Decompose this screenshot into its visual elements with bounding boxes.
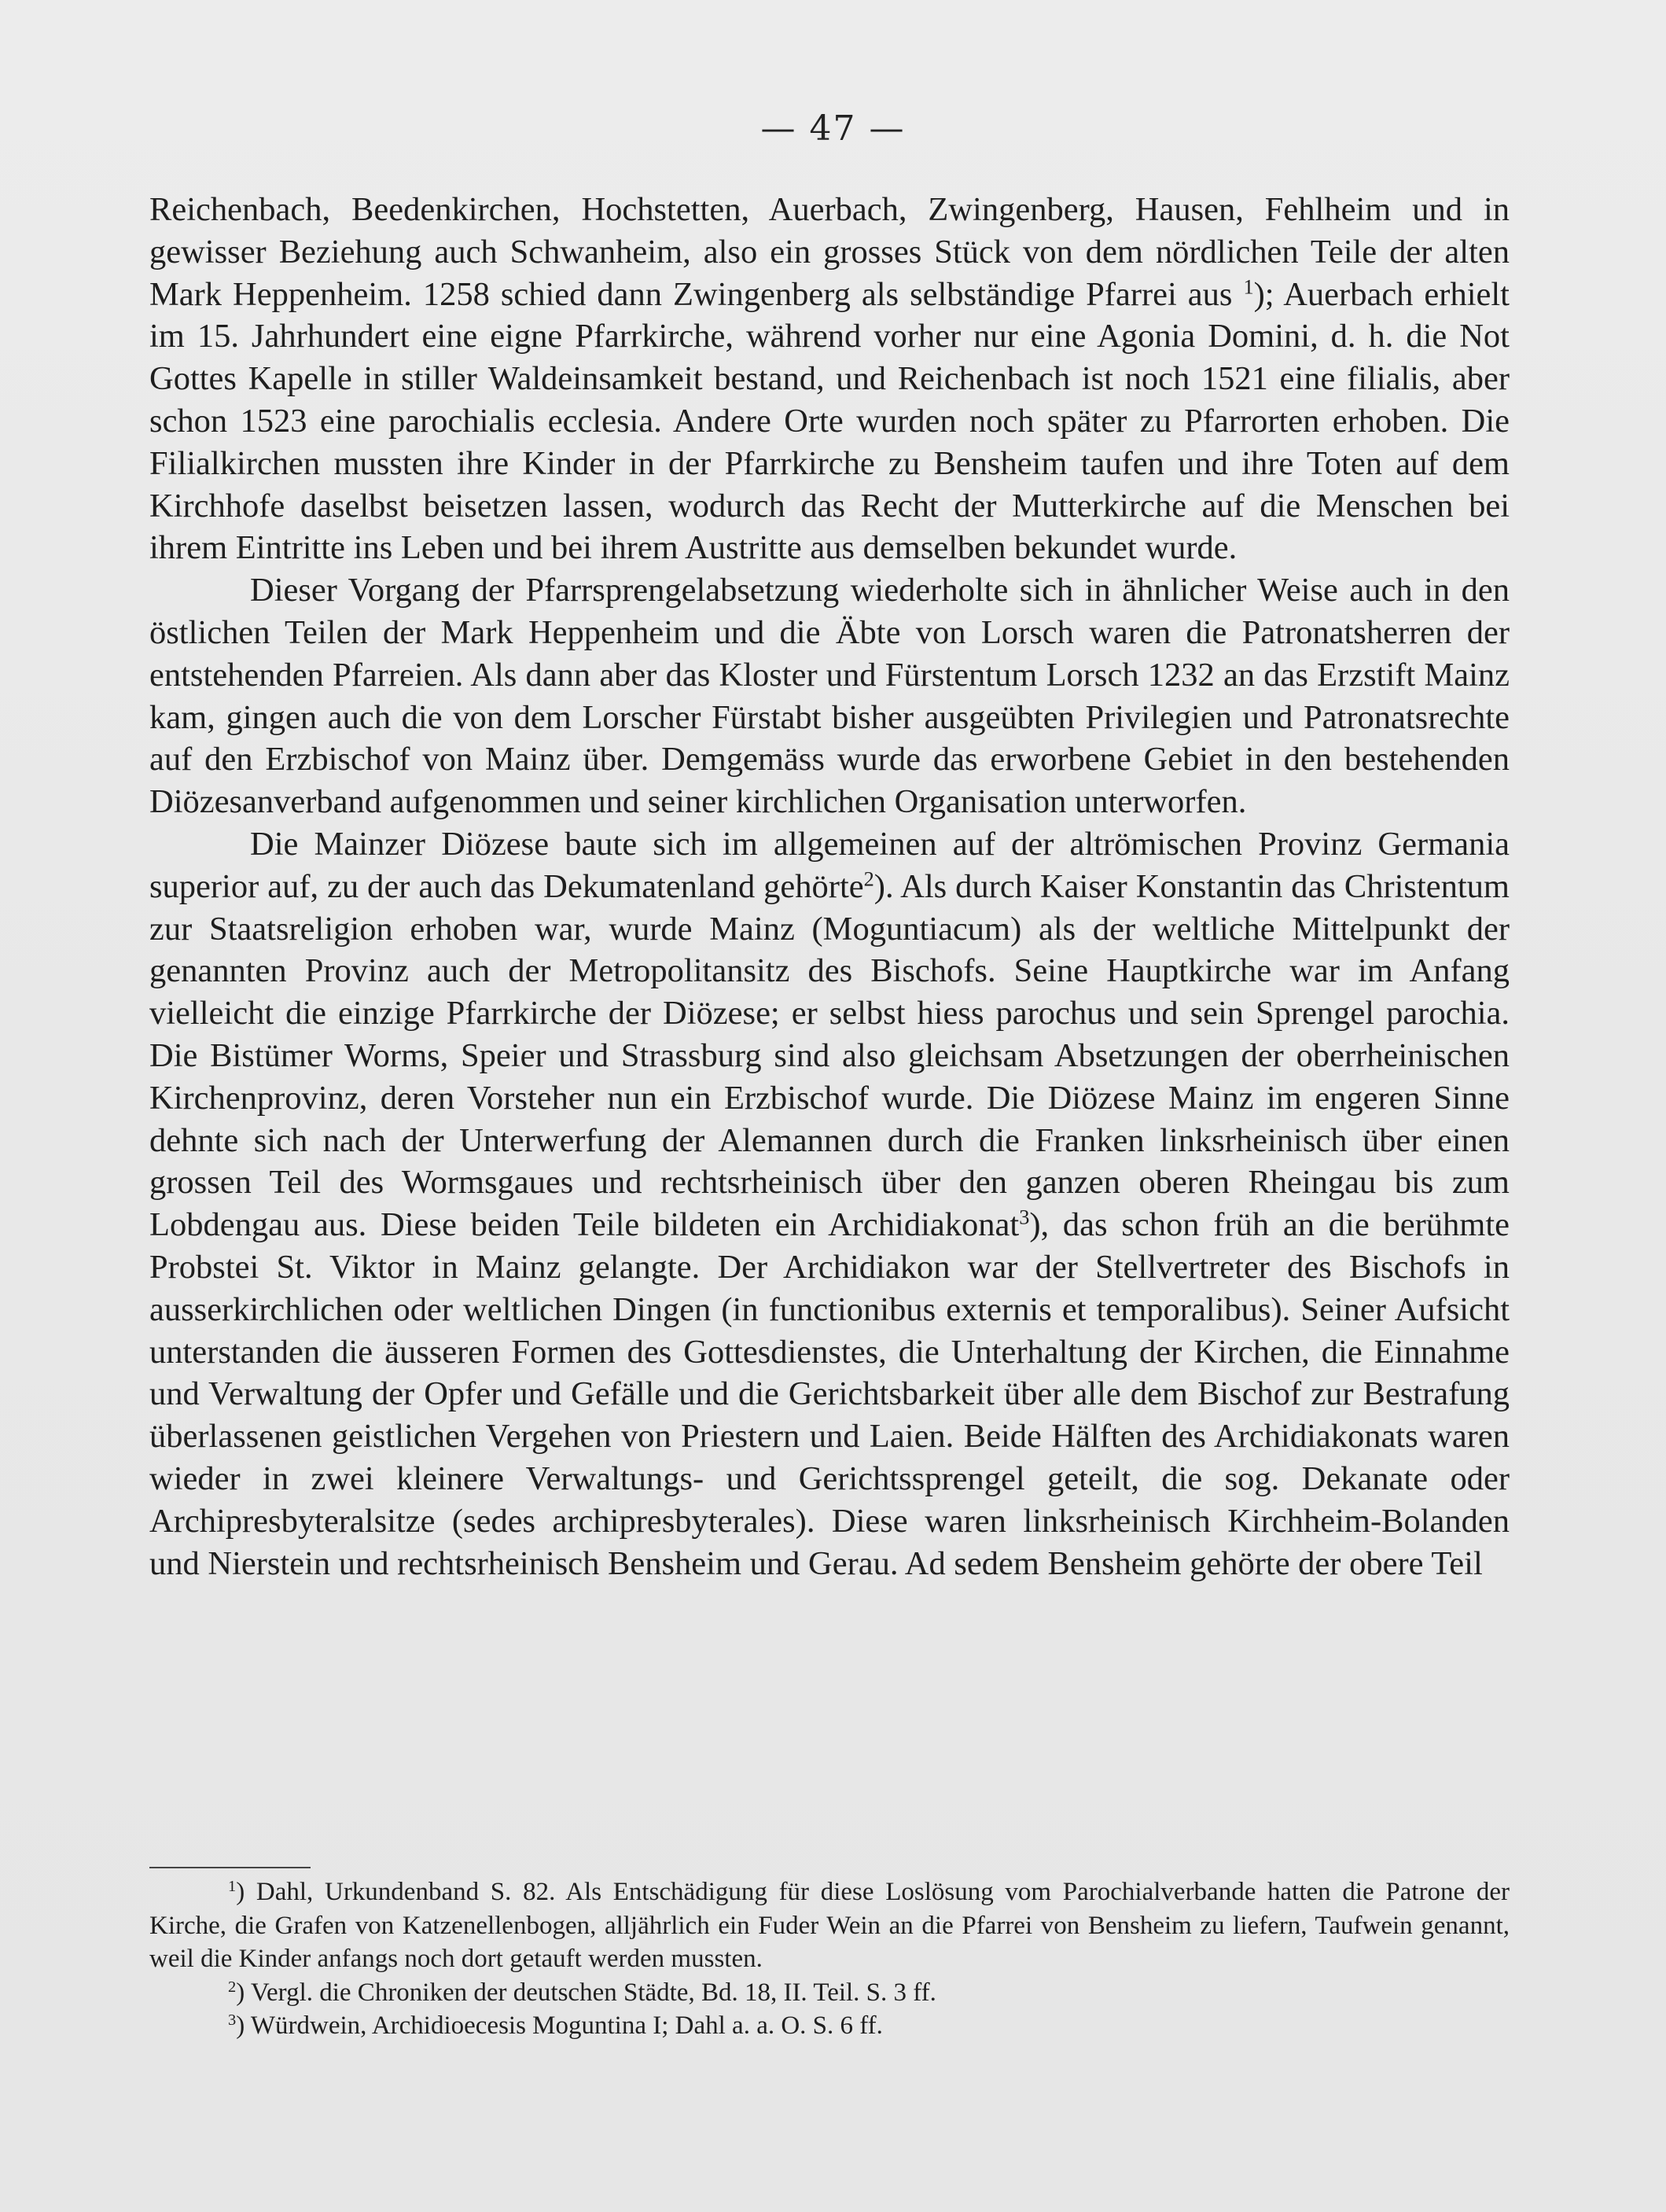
- paragraph-text: Die Mainzer Diözese baute sich im allgemeinen auf der altrömischen Provinz Germania superior auf, zu der auch das Dekumatenland gehörte: [149, 825, 1510, 905]
- paragraph-text: ). Als durch Kaiser Konstantin das Christentum zur Staatsreligion erhoben war, wurde Mainz (Moguntiacum) als der weltliche Mittelpunkt der genannten Provinz auch der Metropolitansitz des Bischofs. Seine Hauptkirche war im Anfang vielleicht die einzige Pfarrkirche der Diözese; er selbst hiess parochus und sein Sprengel parochia. Die Bistümer Worms, Speier und Strassburg sind also gleichsam Absetzungen der oberrheinischen Kirchenprovinz, deren Vorsteher nun ein Erzbischof wurde. Die Diözese Mainz im engeren Sinne dehnte sich nach der Unterwerfung der Alemannen durch die Franken linksrheinisch über einen grossen Teil des Wormsgaues und rechtsrheinisch über den ganzen oberen Rheingau bis zum Lobdengau aus. Diese beiden Teile bildeten ein Archidiakonat: [149, 867, 1510, 1244]
- footnotes: [149, 1875, 1510, 2043]
- paragraph-1: [149, 189, 1510, 569]
- paragraph-text: ), das schon früh an die berühmte Probstei St. Viktor in Mainz gelangte. Der Archidiakon war der Stellvertreter des Bischofs in ausserkirchlichen oder weltlichen Dingen (in functionibus externis et temporalibus). Seiner Aufsicht unterstanden die äusseren Formen des Gottesdienstes, die Unterhaltung der Kirchen, die Einnahme und Verwaltung der Opfer und Gefälle und die Gerichtsbarkeit über alle dem Bischof zur Bestrafung überlassenen geistlichen Vergehen von Priestern und Laien. Beide Hälften des Archidiakonats waren wieder in zwei kleinere Verwaltungs- und Gerichtssprengel geteilt, die sog. Dekanate oder Archipresbyteralsitze (sedes archipresbyterales). Diese waren linksrheinisch Kirchheim-Bolanden und Nierstein und rechtsrheinisch Bensheim und Gerau. Ad sedem Bensheim gehörte der obere Teil: [149, 1206, 1510, 1582]
- footnote-ref-2[interactable]: 2: [863, 867, 874, 891]
- footnote-text: ) Würdwein, Archidioecesis Moguntina I; Dahl a. a. O. S. 6 ff.: [236, 2011, 883, 2040]
- footnote-text: ) Vergl. die Chroniken der deutschen Städte, Bd. 18, II. Teil. S. 3 ff.: [236, 1978, 936, 2007]
- footnote-mark: 1: [228, 1877, 237, 1895]
- footnote-ref-1[interactable]: 1: [1243, 275, 1254, 299]
- footnote-mark: 3: [228, 2011, 237, 2029]
- footnote-text: ) Dahl, Urkundenband S. 82. Als Entschädigung für diese Loslösung vom Parochialverbande hatten die Patrone der Kirche, die Grafen von Katzenellenbogen, alljährlich ein Fuder Wein an die Pfarrei von Bensheim zu liefern, Taufwein genannt, weil die Kinder anfangs noch dort getauft werden mussten.: [149, 1878, 1510, 1973]
- footnote-2: [149, 1976, 1510, 2010]
- footnote-mark: 2: [228, 1978, 237, 1996]
- footnote-ref-3[interactable]: 3: [1019, 1205, 1030, 1229]
- paragraph-2: Dieser Vorgang der Pfarrsprengelabsetzung wiederholte sich in ähnlicher Weise auch in den östlichen Teilen der Mark Heppenheim und die Äbte von Lorsch waren die Patronatsherren der entstehenden Pfarreien. Als dann aber das Kloster und Fürstentum Lorsch 1232 an das Erzstift Mainz kam, gingen auch die von dem Lorscher Fürstabt bisher ausgeübten Privilegien und Patronatsrechte auf den Erzbischof von Mainz über. Demgemäss wurde das erworbene Gebiet in den bestehenden Diözesanverband aufgenommen und seiner kirchlichen Organisation unterworfen.: [149, 572, 1510, 821]
- body-text: [149, 189, 1510, 1584]
- footnote-1: [149, 1875, 1510, 1976]
- paragraph-3: [149, 823, 1510, 1584]
- paragraph-text: ); Auerbach erhielt im 15. Jahrhundert eine eigne Pfarrkirche, während vorher nur eine Agonia Domini, d. h. die Not Gottes Kapelle in stiller Waldeinsamkeit bestand, und Reichenbach ist noch 1521 eine filialis, aber schon 1523 eine parochialis ecclesia. Andere Orte wurden noch später zu Pfarrorten erhoben. Die Filialkirchen mussten ihre Kinder in der Pfarrkirche zu Bensheim taufen und ihre Toten auf dem Kirchhofe daselbst beisetzen lassen, wodurch das Recht der Mutterkirche auf die Menschen bei ihrem Eintritte ins Leben und bei ihrem Austritte aus demselben bekundet wurde.: [149, 275, 1510, 567]
- paragraph-text: Reichenbach, Beedenkirchen, Hochstetten, Auerbach, Zwingenberg, Hausen, Fehlheim und in gewisser Beziehung auch Schwanheim, also ein grosses Stück von dem nördlichen Teile der alten Mark Heppenheim. 1258 schied dann Zwingenberg als selbständige Pfarrei aus: [149, 191, 1510, 313]
- footnote-divider: [149, 1867, 311, 1868]
- page-number: — 47 —: [760, 109, 906, 149]
- footnote-3: [149, 2009, 1510, 2043]
